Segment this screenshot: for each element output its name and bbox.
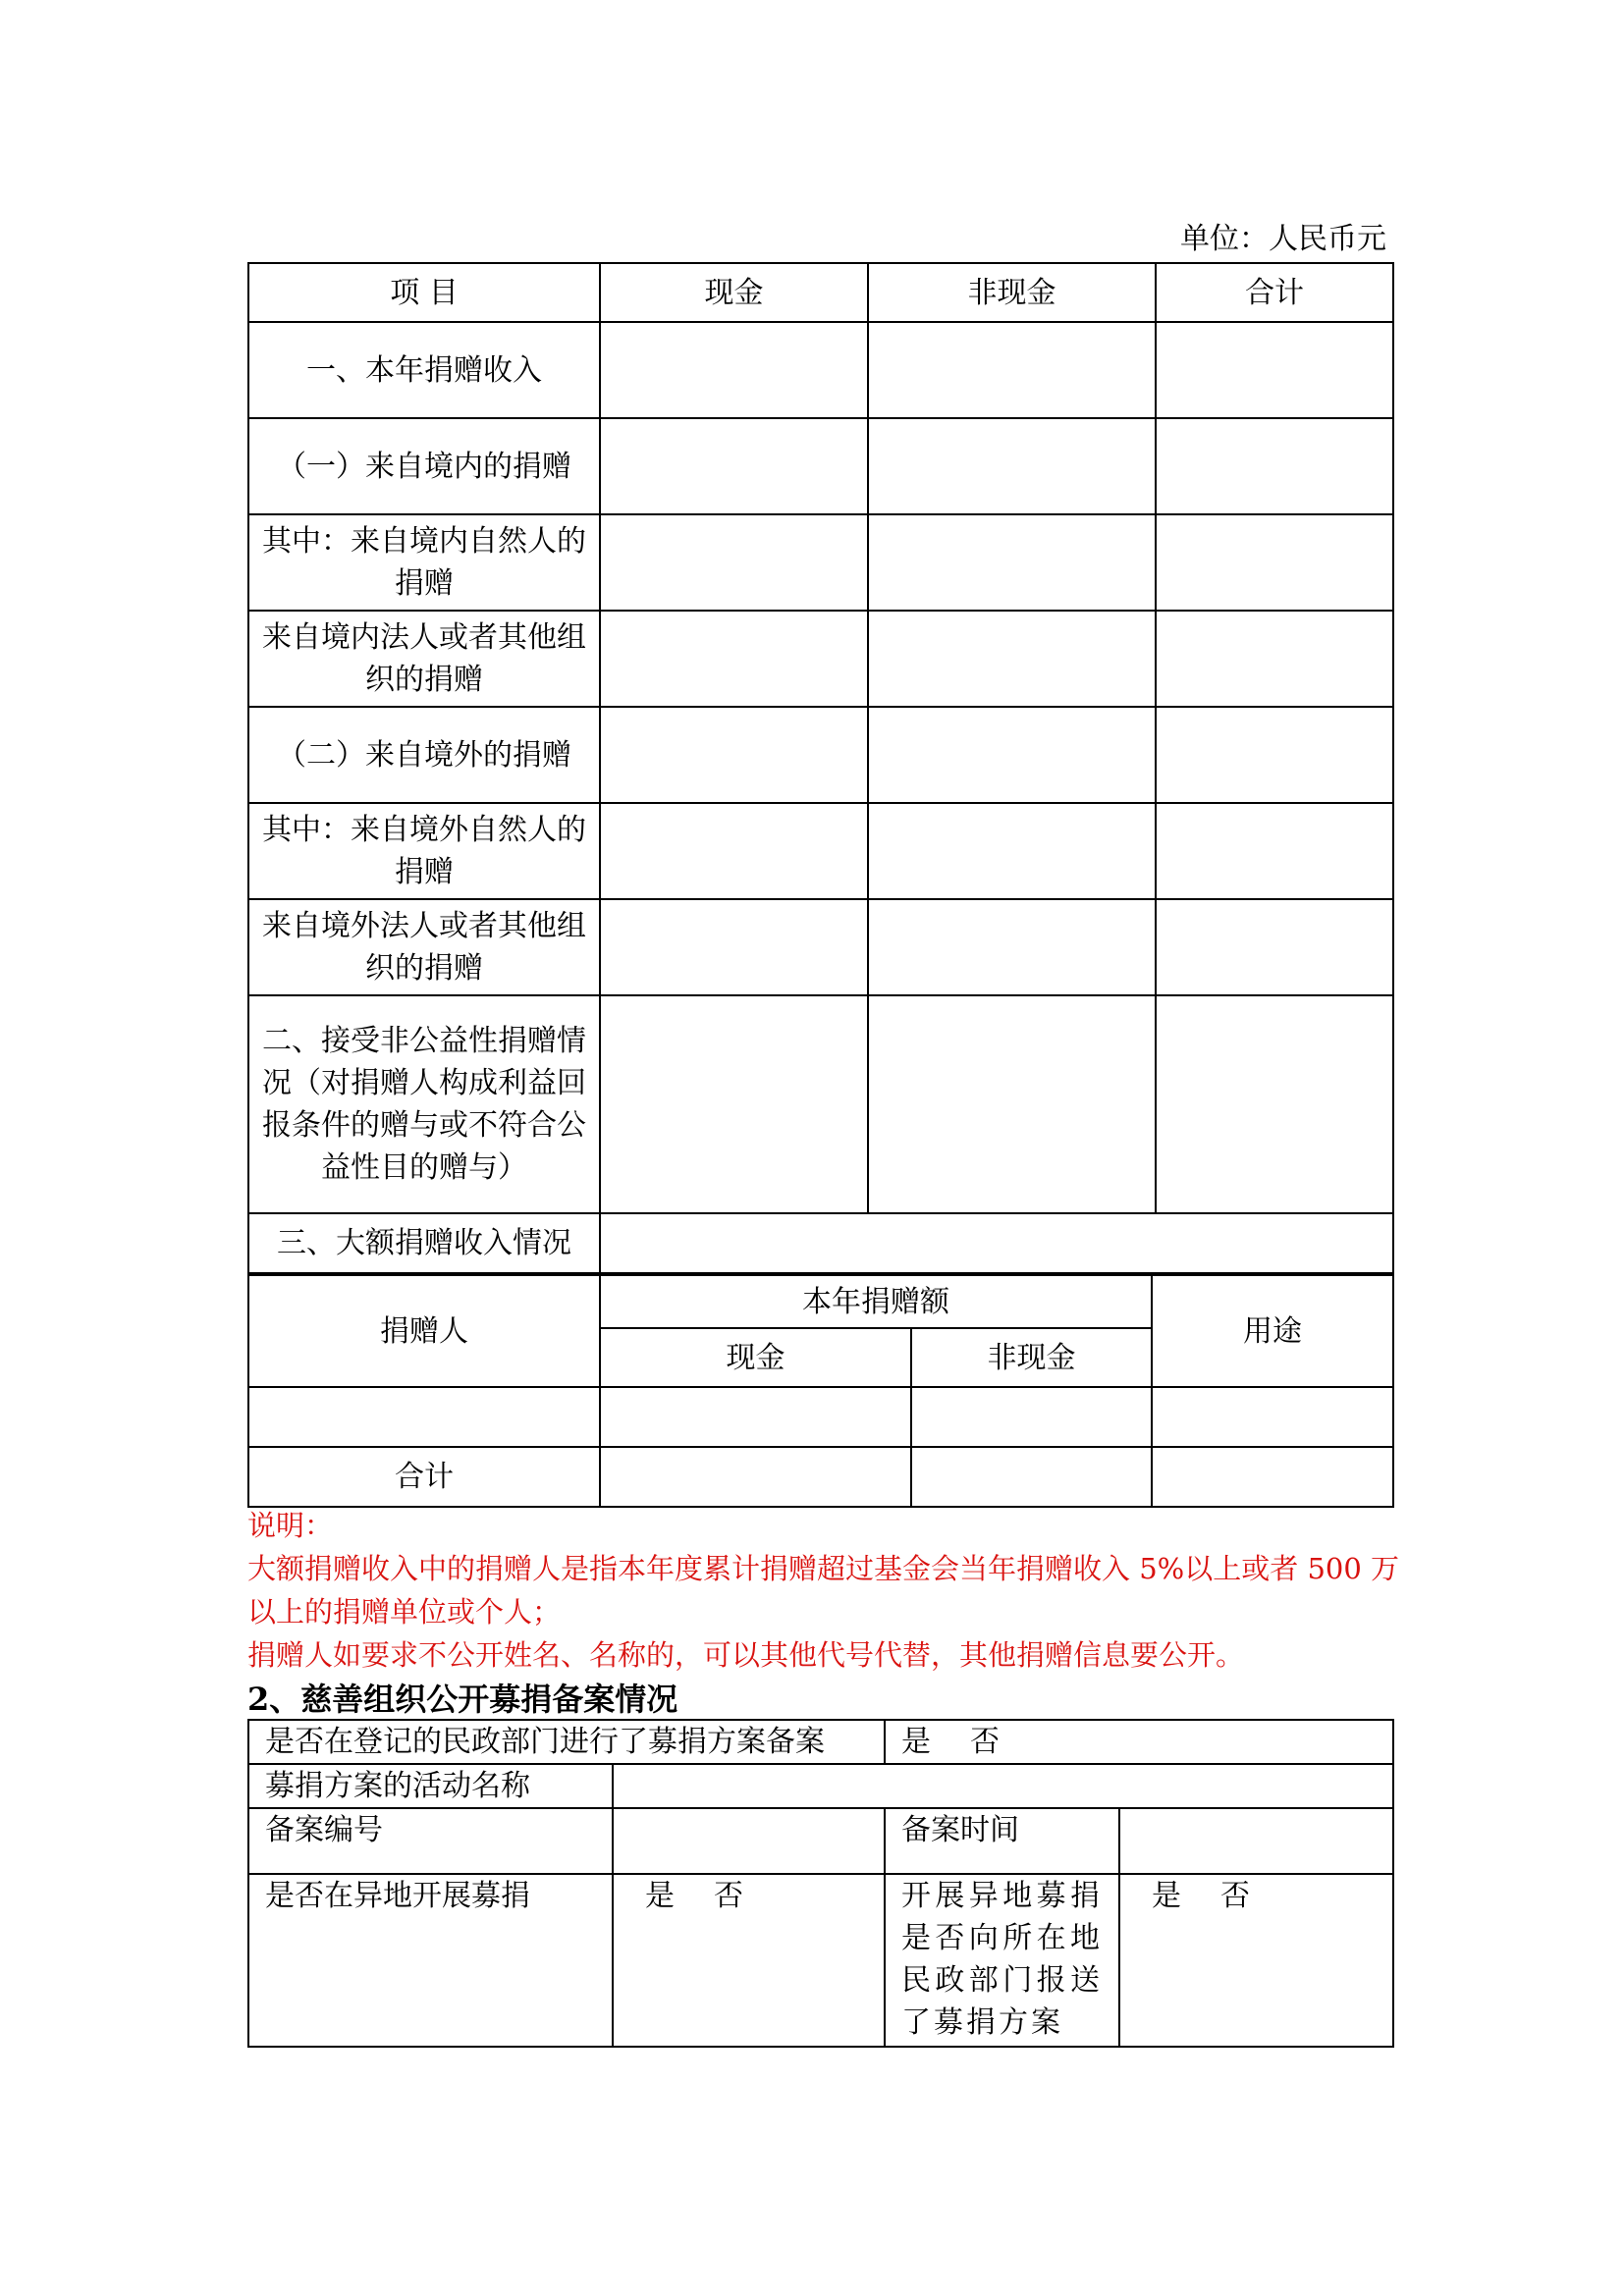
total-cell[interactable] xyxy=(1156,707,1393,803)
notes xyxy=(247,1504,1400,1677)
filing-no-cell[interactable] xyxy=(613,1808,885,1874)
table-row xyxy=(248,1764,1393,1808)
amount-header: 本年捐赠额 xyxy=(600,1275,1152,1328)
total-cell[interactable] xyxy=(1156,899,1393,995)
q-other-region-label: 是否在异地开展募捐 xyxy=(248,1874,613,2047)
noncash-cell[interactable] xyxy=(868,803,1156,899)
noncash-cell[interactable] xyxy=(868,707,1156,803)
table-row xyxy=(248,1720,1393,1764)
noncash-cell[interactable] xyxy=(911,1387,1152,1447)
cash-header: 现金 xyxy=(600,1328,911,1387)
noncash-cell[interactable] xyxy=(868,514,1156,611)
total-cell[interactable] xyxy=(1156,418,1393,514)
noncash-cell[interactable] xyxy=(868,899,1156,995)
cash-cell[interactable] xyxy=(600,611,868,707)
filing-table xyxy=(247,1719,1394,2048)
row-label: （一）来自境内的捐赠 xyxy=(248,418,600,514)
filing-time-label: 备案时间 xyxy=(885,1808,1119,1874)
no-option[interactable]: 否 xyxy=(970,1725,1001,1759)
notes-line: 捐赠人如要求不公开姓名、名称的，可以其他代号代替，其他捐赠信息要公开。 xyxy=(247,1638,1245,1672)
filed-yes-no[interactable] xyxy=(885,1720,1393,1764)
total-cell[interactable] xyxy=(1156,803,1393,899)
cash-cell[interactable] xyxy=(600,1447,911,1507)
cash-cell[interactable] xyxy=(600,707,868,803)
row-label: （二）来自境外的捐赠 xyxy=(248,707,600,803)
table-row xyxy=(248,995,1393,1213)
row-label: 二、接受非公益性捐赠情况（对捐赠人构成利益回报条件的赠与或不符合公益性目的赠与） xyxy=(248,995,600,1213)
unit-label: 单位：人民币元 xyxy=(1180,222,1386,256)
header-row xyxy=(248,1275,1393,1328)
col-header-cash: 现金 xyxy=(600,263,868,322)
other-region-yes-no[interactable] xyxy=(613,1874,885,2047)
table-row xyxy=(248,1387,1393,1447)
total-cell[interactable] xyxy=(1156,514,1393,611)
col-header-item: 项 目 xyxy=(248,263,600,322)
filing-no-label: 备案编号 xyxy=(248,1808,613,1874)
filing-time-cell[interactable] xyxy=(1119,1808,1393,1874)
cash-cell[interactable] xyxy=(600,322,868,418)
cash-cell[interactable] xyxy=(600,803,868,899)
table-row xyxy=(248,514,1393,611)
row-label: 其中：来自境内自然人的捐赠 xyxy=(248,514,600,611)
table-row xyxy=(248,611,1393,707)
total-row xyxy=(248,1447,1393,1507)
yes-option[interactable]: 是 xyxy=(645,1879,677,1913)
q-filed-label: 是否在登记的民政部门进行了募捐方案备案 xyxy=(248,1720,885,1764)
q-reported-label: 开展异地募捐是否向所在地民政部门报送了募捐方案 xyxy=(885,1874,1119,2047)
no-option[interactable]: 否 xyxy=(714,1879,745,1913)
row-label: 其中：来自境外自然人的捐赠 xyxy=(248,803,600,899)
noncash-cell[interactable] xyxy=(868,995,1156,1213)
row-label: 来自境外法人或者其他组织的捐赠 xyxy=(248,899,600,995)
row-label: 一、本年捐赠收入 xyxy=(248,322,600,418)
notes-line: 以上的捐赠单位或个人； xyxy=(247,1595,562,1629)
purpose-cell[interactable] xyxy=(1152,1387,1393,1447)
cash-cell[interactable] xyxy=(600,899,868,995)
donor-cell[interactable] xyxy=(248,1387,600,1447)
cash-cell[interactable] xyxy=(600,418,868,514)
cash-cell[interactable] xyxy=(600,995,868,1213)
total-cell[interactable] xyxy=(1156,611,1393,707)
cash-cell[interactable] xyxy=(600,1387,911,1447)
donation-income-table xyxy=(247,262,1394,1274)
table-row xyxy=(248,1213,1393,1273)
col-header-noncash: 非现金 xyxy=(868,263,1156,322)
purpose-cell[interactable] xyxy=(1152,1447,1393,1507)
table-row xyxy=(248,707,1393,803)
activity-name-cell[interactable] xyxy=(613,1764,1393,1808)
noncash-cell[interactable] xyxy=(868,322,1156,418)
donor-header: 捐赠人 xyxy=(248,1275,600,1387)
table-row xyxy=(248,803,1393,899)
activity-name-label: 募捐方案的活动名称 xyxy=(248,1764,613,1808)
reported-yes-no[interactable] xyxy=(1119,1874,1393,2047)
col-header-total: 合计 xyxy=(1156,263,1393,322)
cash-cell[interactable] xyxy=(600,514,868,611)
table-row xyxy=(248,322,1393,418)
large-donation-cell[interactable] xyxy=(600,1213,1393,1273)
large-donation-table xyxy=(247,1274,1394,1508)
notes-title: 说明： xyxy=(247,1509,334,1542)
purpose-header: 用途 xyxy=(1152,1275,1393,1387)
noncash-header: 非现金 xyxy=(911,1328,1152,1387)
section-2-title: 2、慈善组织公开募捐备案情况 xyxy=(247,1681,678,1718)
no-option[interactable]: 否 xyxy=(1220,1879,1252,1913)
table-row xyxy=(248,899,1393,995)
total-cell[interactable] xyxy=(1156,995,1393,1213)
yes-option[interactable]: 是 xyxy=(1152,1879,1183,1913)
noncash-cell[interactable] xyxy=(868,418,1156,514)
table-row xyxy=(248,1808,1393,1874)
yes-option[interactable]: 是 xyxy=(901,1725,933,1759)
table-row xyxy=(248,418,1393,514)
header-row xyxy=(248,263,1393,322)
noncash-cell[interactable] xyxy=(911,1447,1152,1507)
total-label: 合计 xyxy=(248,1447,600,1507)
row-label: 三、大额捐赠收入情况 xyxy=(248,1213,600,1273)
table-row xyxy=(248,1874,1393,2047)
total-cell[interactable] xyxy=(1156,322,1393,418)
noncash-cell[interactable] xyxy=(868,611,1156,707)
row-label: 来自境内法人或者其他组织的捐赠 xyxy=(248,611,600,707)
notes-line: 大额捐赠收入中的捐赠人是指本年度累计捐赠超过基金会当年捐赠收入 5%以上或者 500 万 xyxy=(247,1552,1400,1585)
